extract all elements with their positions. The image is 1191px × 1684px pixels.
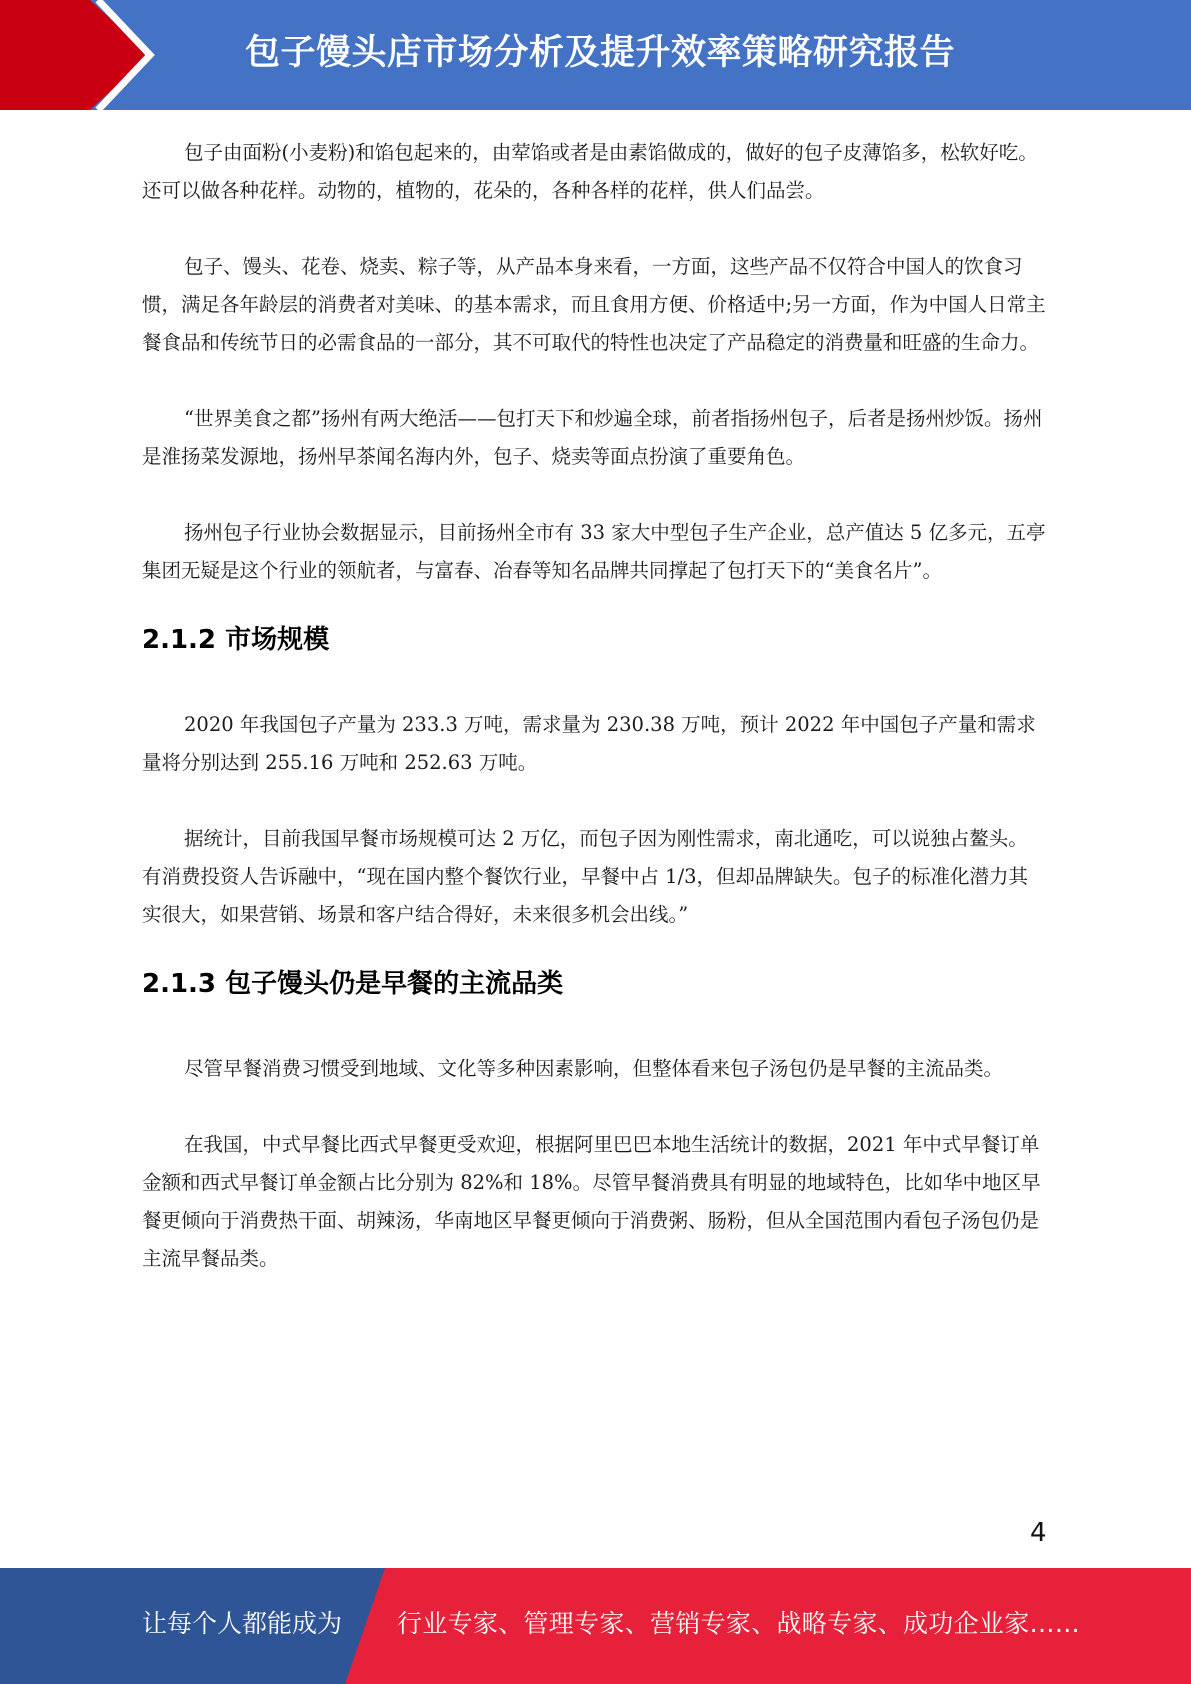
paragraph-gap bbox=[142, 1088, 1047, 1126]
paragraph: 在我国，中式早餐比西式早餐更受欢迎，根据阿里巴巴本地生活统计的数据，2021 年中式早餐订单金额和西式早餐订单金额占比分别为 82%和 18%。尽管早餐消费具有明显的地域特色，比如华中地区早餐更倾向于消费热干面、胡辣汤，华南地区早餐更倾向于消费粥、肠粉，但从全国范围内看包子汤包仍是主流早餐品类。 bbox=[142, 1133, 1041, 1270]
paragraph-gap bbox=[142, 210, 1047, 248]
paragraph: 据统计，目前我国早餐市场规模可达 2 万亿，而包子因为刚性需求，南北通吃，可以说独占鳌头。有消费投资人告诉融中，“现在国内整个餐饮行业，早餐中占 1/3，但却品牌缺失。包子的标准化潜力其实很大，如果营销、场景和客户结合得好，未来很多机会出线。” bbox=[142, 827, 1029, 926]
paragraph-gap bbox=[142, 660, 1047, 706]
page-footer bbox=[0, 1568, 1191, 1684]
page-content bbox=[142, 134, 1047, 1278]
report-title: 包子馒头店市场分析及提升效率策略研究报告 bbox=[245, 33, 956, 73]
section-heading-2-1-2: 2.1.2 市场规模 bbox=[142, 625, 330, 655]
paragraph: 扬州包子行业协会数据显示，目前扬州全市有 33 家大中型包子生产企业，总产值达 5 亿多元，五亭集团无疑是这个行业的领航者，与富春、冶春等知名品牌共同撑起了包打天下的“美食名片”。 bbox=[142, 521, 1046, 582]
paragraph-gap bbox=[142, 362, 1047, 400]
paragraph-gap bbox=[142, 782, 1047, 820]
paragraph-gap bbox=[142, 1004, 1047, 1050]
footer-slogan-left: 让每个人都能成为 bbox=[142, 1609, 343, 1638]
paragraph: 包子、馒头、花卷、烧卖、粽子等，从产品本身来看，一方面，这些产品不仅符合中国人的饮食习惯，满足各年龄层的消费者对美味、的基本需求，而且食用方便、价格适中;另一方面，作为中国人日常主餐食品和传统节日的必需食品的一部分，其不可取代的特性也决定了产品稳定的消费量和旺盛的生命力。 bbox=[142, 255, 1046, 354]
paragraph-gap bbox=[142, 476, 1047, 514]
paragraph: 尽管早餐消费习惯受到地域、文化等多种因素影响，但整体看来包子汤包仍是早餐的主流品类。 bbox=[184, 1057, 1004, 1080]
paragraph-gap bbox=[142, 590, 1047, 620]
section-heading-2-1-3: 2.1.3 包子馒头仍是早餐的主流品类 bbox=[142, 969, 564, 999]
paragraph: “世界美食之都”扬州有两大绝活——包打天下和炒遍全球，前者指扬州包子，后者是扬州炒饭。扬州是淮扬菜发源地，扬州早茶闻名海内外，包子、烧卖等面点扮演了重要角色。 bbox=[142, 407, 1043, 468]
page-header bbox=[0, 0, 1191, 110]
footer-slogan-right: 行业专家、管理专家、营销专家、战略专家、成功企业家…… bbox=[397, 1609, 1081, 1638]
paragraph: 2020 年我国包子产量为 233.3 万吨，需求量为 230.38 万吨，预计 2022 年中国包子产量和需求量将分别达到 255.16 万吨和 252.63 万吨。 bbox=[142, 713, 1036, 774]
page-number: 4 bbox=[1030, 1518, 1047, 1548]
paragraph-gap bbox=[142, 934, 1047, 964]
paragraph: 包子由面粉(小麦粉)和馅包起来的，由荤馅或者是由素馅做成的，做好的包子皮薄馅多，松软好吃。还可以做各种花样。动物的，植物的，花朵的，各种各样的花样，供人们品尝。 bbox=[142, 141, 1038, 202]
